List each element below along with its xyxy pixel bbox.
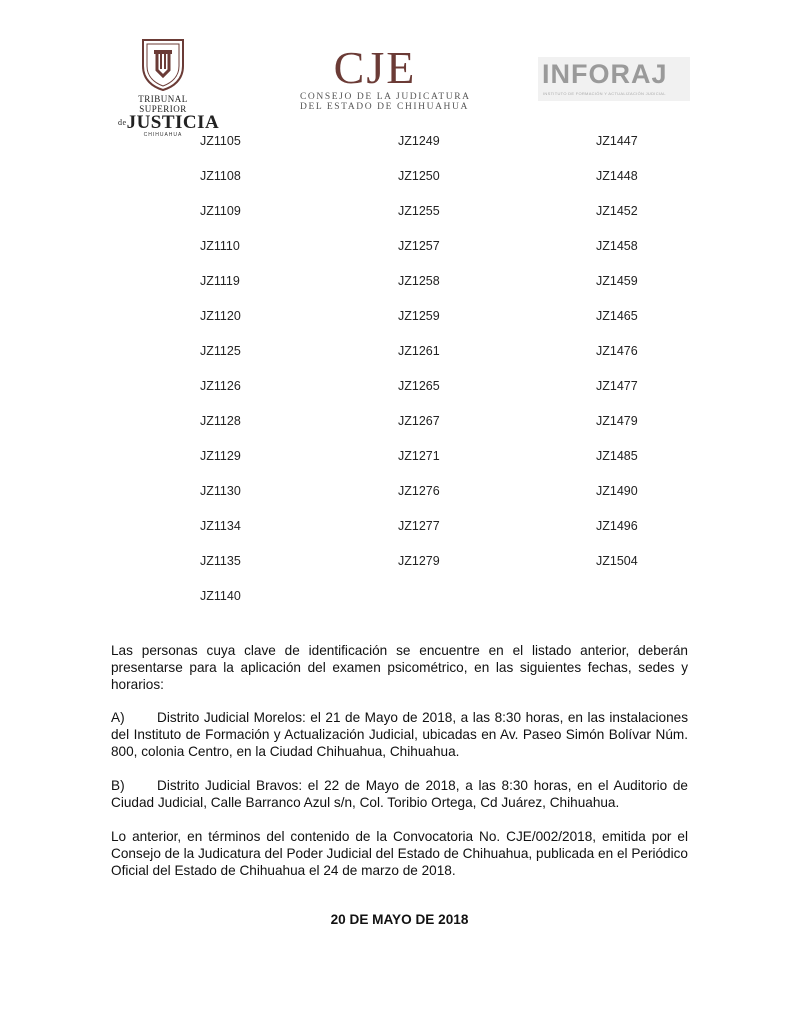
code-row bbox=[200, 343, 700, 378]
code-item: JZ1134 bbox=[200, 519, 241, 533]
code-item: JZ1130 bbox=[200, 484, 241, 498]
code-row bbox=[200, 308, 700, 343]
item-a-paragraph bbox=[111, 709, 688, 760]
intro-paragraph: Las personas cuya clave de identificación se encuentre en el listado anterior, deberán presentarse para la aplicación del examen psicométrico, en las siguientes fechas, sedes y horarios: bbox=[111, 643, 688, 692]
code-item: JZ1128 bbox=[200, 414, 241, 428]
code-item: JZ1479 bbox=[596, 414, 638, 428]
item-a-label: A) bbox=[111, 710, 125, 725]
inforaj-logo bbox=[538, 57, 690, 101]
code-item: JZ1257 bbox=[398, 239, 440, 253]
code-item: JZ1458 bbox=[596, 239, 638, 253]
code-item: JZ1135 bbox=[200, 554, 241, 568]
inforaj-wordmark: INFORAJ bbox=[542, 59, 668, 89]
code-row bbox=[200, 483, 700, 518]
code-item: JZ1258 bbox=[398, 274, 440, 288]
item-b-label: B) bbox=[111, 778, 125, 793]
code-row bbox=[200, 238, 700, 273]
code-item: JZ1447 bbox=[596, 134, 638, 148]
cje-logo bbox=[300, 42, 471, 112]
tsj-line2 bbox=[118, 112, 220, 133]
closing-paragraph: Lo anterior, en términos del contenido de la Convocatoria No. CJE/002/2018, emitida por el Consejo de la Judicatura del Poder Judicial del Estado de Chihuahua, publicada en el Periódico Oficial del Estado de Chihuahua el 24 de marzo de 2018. bbox=[111, 829, 688, 878]
cje-subtitle-1: CONSEJO DE LA JUDICATURA bbox=[300, 92, 471, 102]
code-row bbox=[200, 413, 700, 448]
code-item: JZ1504 bbox=[596, 554, 638, 568]
item-b-text: Distrito Judicial Bravos: el 22 de Mayo de 2018, a las 8:30 horas, en el Auditorio de Ciudad Judicial, Calle Barranco Azul s/n, Col. Toribio Ortega, Cd Juárez, Chihuahua. bbox=[111, 778, 688, 810]
code-row bbox=[200, 553, 700, 588]
code-item: JZ1108 bbox=[200, 169, 241, 183]
code-item: JZ1465 bbox=[596, 309, 638, 323]
code-item: JZ1477 bbox=[596, 379, 638, 393]
code-item: JZ1265 bbox=[398, 379, 440, 393]
code-item: JZ1279 bbox=[398, 554, 440, 568]
code-row bbox=[200, 448, 700, 483]
code-item: JZ1140 bbox=[200, 589, 241, 603]
code-item: JZ1120 bbox=[200, 309, 241, 323]
code-item: JZ1129 bbox=[200, 449, 241, 463]
code-row bbox=[200, 133, 700, 168]
tsj-line3: CHIHUAHUA bbox=[143, 132, 183, 138]
code-item: JZ1448 bbox=[596, 169, 638, 183]
inforaj-subtitle: INSTITUTO DE FORMACIÓN Y ACTUALIZACIÓN JUDICIAL bbox=[543, 91, 666, 96]
code-item: JZ1110 bbox=[200, 239, 240, 253]
code-item: JZ1271 bbox=[398, 449, 440, 463]
code-item: JZ1276 bbox=[398, 484, 440, 498]
code-row bbox=[200, 588, 700, 623]
code-item: JZ1459 bbox=[596, 274, 638, 288]
document-date: 20 DE MAYO DE 2018 bbox=[330, 912, 469, 927]
code-item: JZ1277 bbox=[398, 519, 440, 533]
code-item: JZ1496 bbox=[596, 519, 638, 533]
code-item: JZ1126 bbox=[200, 379, 241, 393]
code-row bbox=[200, 203, 700, 238]
code-item: JZ1476 bbox=[596, 344, 638, 358]
code-list bbox=[200, 133, 700, 623]
code-row bbox=[200, 518, 700, 553]
code-item: JZ1267 bbox=[398, 414, 440, 428]
tsj-de: de bbox=[118, 118, 127, 127]
tribunal-shield-icon bbox=[137, 36, 189, 92]
code-item: JZ1259 bbox=[398, 309, 440, 323]
code-item: JZ1490 bbox=[596, 484, 638, 498]
code-row bbox=[200, 168, 700, 203]
code-item: JZ1255 bbox=[398, 204, 440, 218]
code-item: JZ1109 bbox=[200, 204, 241, 218]
code-item: JZ1119 bbox=[200, 274, 240, 288]
code-item: JZ1261 bbox=[398, 344, 440, 358]
tsj-line1: TRIBUNAL SUPERIOR bbox=[138, 94, 188, 114]
cje-subtitle-2: DEL ESTADO DE CHIHUAHUA bbox=[300, 102, 469, 112]
item-a-text: Distrito Judicial Morelos: el 21 de Mayo de 2018, a las 8:30 horas, en las instalaciones del Instituto de Formación y Actualización Judicial, ubicadas en Av. Paseo Simón Bolívar Núm. 800, colonia Centro, en la Ciudad Chihuahua, Chihuahua. bbox=[111, 710, 688, 759]
code-item: JZ1105 bbox=[200, 134, 241, 148]
tsj-justicia: JUSTICIA bbox=[126, 112, 220, 133]
code-row bbox=[200, 378, 700, 413]
code-item: JZ1452 bbox=[596, 204, 638, 218]
code-item: JZ1485 bbox=[596, 449, 638, 463]
code-item: JZ1249 bbox=[398, 134, 440, 148]
tribunal-superior-logo bbox=[118, 36, 220, 138]
cje-mark: CJE bbox=[333, 42, 417, 93]
code-item: JZ1250 bbox=[398, 169, 440, 183]
item-b-paragraph bbox=[111, 777, 688, 811]
code-item: JZ1125 bbox=[200, 344, 241, 358]
code-row bbox=[200, 273, 700, 308]
